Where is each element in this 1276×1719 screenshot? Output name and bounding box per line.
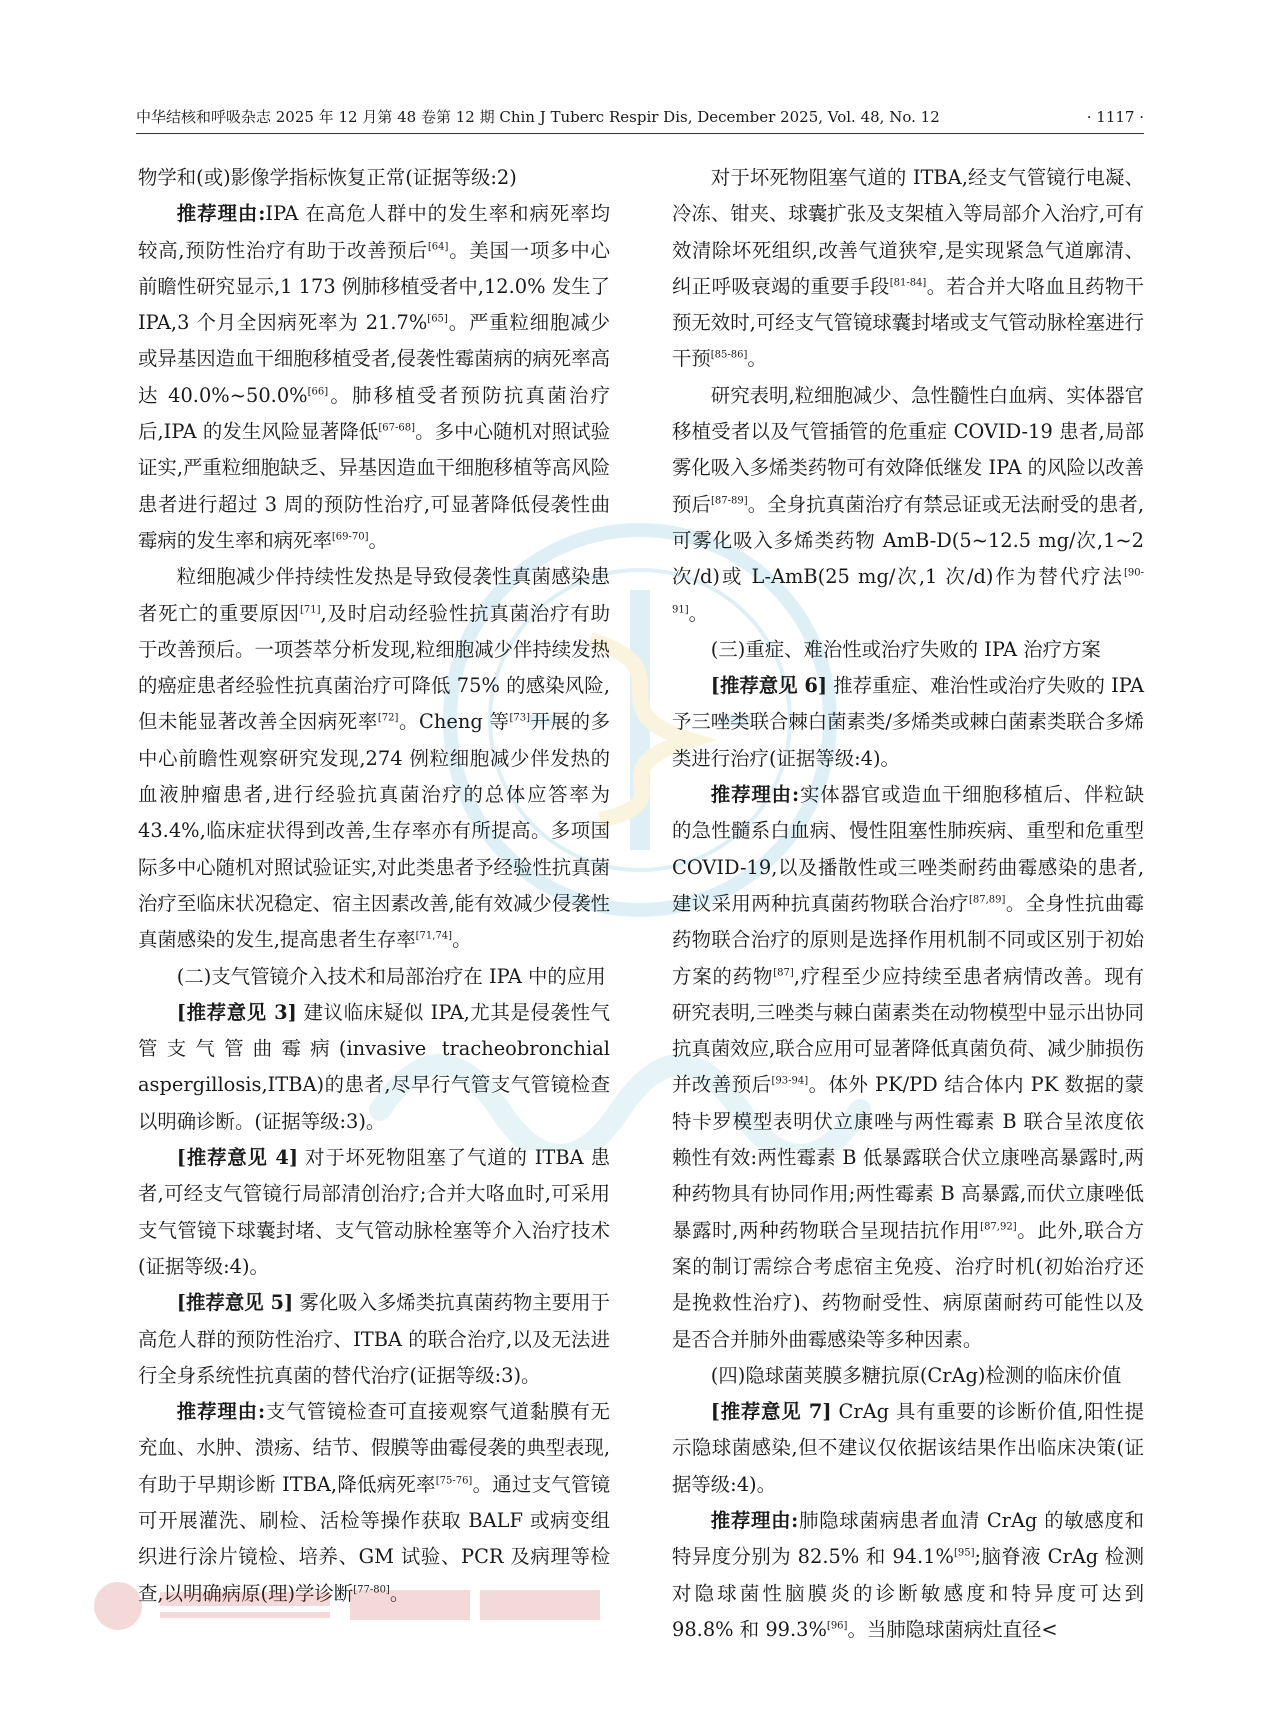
citation-ref: [87,89] — [968, 894, 1006, 906]
paragraph-text: (四)隐球菌荚膜多糖抗原(CrAg)检测的临床价值 — [710, 1363, 1122, 1387]
header-rule — [136, 133, 1144, 134]
recommendation-paragraph — [672, 668, 1144, 777]
rationale-paragraph — [672, 1503, 1144, 1648]
paragraph-text: 开展的多中心前瞻性观察研究发现,274 例粒细胞减少伴发热的血液肿瘤患者,进行经验抗真菌治疗的总体应答率为 43.4%,临床症状得到改善,生存率亦有所提高。多项国际多中心随机对照试验证实,对此类患者予经验性抗真菌治疗至临床状况稳定、宿主因素改善,能有效减少侵袭性真菌感染的发生,提高患者生存率 — [138, 710, 610, 952]
paragraph-text: 。 — [688, 601, 709, 625]
citation-ref: [77-80] — [353, 1584, 390, 1596]
bold-label: 推荐理由: — [710, 783, 800, 807]
paragraph-text: 肺隐球菌病患者血清 CrAg 的敏感度和特异度分别为 82.5% 和 94.1% — [672, 1508, 1144, 1569]
body-paragraph — [672, 378, 1144, 632]
citation-ref: [90-91] — [672, 567, 1144, 616]
citation-ref: [81-84] — [889, 277, 927, 289]
recommendation-paragraph — [138, 995, 610, 1140]
citation-ref: [67-68] — [378, 422, 415, 434]
recommendation-paragraph — [672, 1394, 1144, 1503]
paragraph-text: 。 — [368, 528, 388, 552]
section-heading — [672, 632, 1144, 668]
citation-ref: [64] — [427, 241, 449, 253]
bold-label: [推荐意见 5] — [176, 1291, 294, 1315]
paragraph-text: (三)重症、难治性或治疗失败的 IPA 治疗方案 — [710, 637, 1101, 661]
paragraph-text: 。美国一项多中心前瞻性研究显示,1 173 例肺移植受者中,12.0% 发生了 IPA,3 个月全因病死率为 21.7% — [138, 238, 611, 335]
paragraph-text: 雾化吸入多烯类抗真菌药物主要用于高危人群的预防性治疗、ITBA 的联合治疗,以及无法进行全身系统性抗真菌的替代治疗(证据等级:3)。 — [138, 1291, 610, 1387]
bold-label: 推荐理由: — [710, 1508, 799, 1532]
rationale-paragraph — [138, 196, 610, 559]
body-paragraph — [138, 559, 610, 958]
running-header — [136, 104, 1144, 130]
bold-label: [推荐意见 4] — [176, 1146, 299, 1170]
rationale-paragraph — [672, 777, 1144, 1358]
paragraph-text: 。严重粒细胞减少或异基因造血干细胞移植受者,侵袭性霉菌病的病死率高达 40.0%~50.0% — [138, 311, 611, 407]
paragraph-text: 粒细胞减少伴持续性发热是导致侵袭性真菌感染患者死亡的重要原因 — [138, 565, 610, 625]
citation-ref: [95] — [953, 1547, 975, 1559]
paragraph-text: (二)支气管镜介入技术和局部治疗在 IPA 中的应用 — [176, 964, 606, 988]
header-page-number: · 1117 · — [1086, 108, 1144, 126]
citation-ref: [93-94] — [771, 1075, 809, 1087]
citation-ref: [69-70] — [331, 531, 369, 543]
paragraph-text: 对于坏死物阻塞气道的 ITBA,经支气管镜行电凝、冷冻、钳夹、球囊扩张及支架植入等局部介入治疗,可有效清除坏死组织,改善气道狭窄,是实现紧急气道廓清、纠正呼吸衰竭的重要手段 — [672, 166, 1144, 298]
right-column — [672, 160, 1144, 1648]
header-journal-info: 中华结核和呼吸杂志 2025 年 12 月第 48 卷第 12 期 Chin J Tuberc Respir Dis, December 2025, Vol. 48, No. 12 — [136, 108, 940, 126]
paragraph-text: 对于坏死物阻塞了气道的 ITBA 患者,可经支气管镜行局部清创治疗;合并大咯血时,可采用支气管镜下球囊封堵、支气管动脉栓塞等介入治疗技术(证据等级:4)。 — [138, 1146, 611, 1278]
body-paragraph — [672, 160, 1144, 378]
citation-ref: [71,74] — [415, 930, 453, 942]
bold-label: [推荐意见 6] — [710, 674, 828, 698]
paragraph-text: ,疗程至少应持续至患者病情改善。现有研究表明,三唑类与棘白菌素类在动物模型中显示出协同抗真菌效应,联合应用可显著降低真菌负荷、减少肺损伤并改善预后 — [672, 964, 1145, 1097]
citation-ref: [65] — [427, 313, 448, 325]
paragraph-text: 。肺移植受者预防抗真菌治疗后,IPA 的发生风险显著降低 — [138, 383, 610, 444]
citation-ref: [87-89] — [711, 495, 748, 507]
recommendation-paragraph — [138, 1285, 610, 1394]
paragraph-text: 。多中心随机对照试验证实,严重粒细胞缺乏、异基因造血干细胞移植等高风险患者进行超过 3 周的预防性治疗,可显著降低侵袭性曲霉病的发生率和病死率 — [138, 420, 610, 552]
citation-ref: [87] — [773, 967, 794, 979]
paragraph-text: 。通过支气管镜可开展灌洗、刷检、活检等操作获取 BALF 或病变组织进行涂片镜检、培养、GM 试验、PCR 及病理等检查,以明确病原(理)学诊断 — [138, 1472, 610, 1605]
citation-ref: [85-86] — [710, 350, 748, 362]
paragraph-text: 。若合并大咯血且药物干预无效时,可经支气管镜球囊封堵或支气管动脉栓塞进行干预 — [672, 274, 1145, 371]
citation-ref: [75-76] — [435, 1475, 473, 1487]
section-heading — [672, 1358, 1144, 1394]
recommendation-paragraph — [138, 1140, 610, 1285]
paragraph-text: 。 — [389, 1581, 410, 1605]
paragraph-text: 。 — [747, 347, 767, 371]
citation-ref: [87,92] — [980, 1221, 1017, 1233]
paragraph-continuation — [138, 160, 610, 196]
bold-label: 推荐理由: — [176, 1400, 266, 1424]
paragraph-text: ,及时启动经验性抗真菌治疗有助于改善预后。一项荟萃分析发现,粒细胞减少伴持续发热的癌症患者经验性抗真菌治疗可降低 75% 的感染风险,但未能显著改善全因病死率 — [138, 601, 611, 734]
paragraph-text: 物学和(或)影像学指标恢复正常(证据等级:2) — [138, 166, 517, 189]
citation-ref: [73] — [509, 712, 531, 724]
citation-ref: [71] — [299, 604, 321, 616]
paragraph-text: 。体外 PK/PD 结合体内 PK 数据的蒙特卡罗模型表明伏立康唑与两性霉素 B 联合呈浓度依赖性有效:两性霉素 B 低暴露联合伏立康唑高暴露时,两种药物具有协同作用;两性霉素 B 高暴露,而伏立康唑低暴露时,两种药物联合呈现拮抗作用 — [672, 1073, 1144, 1242]
paragraph-text: 。此外,联合方案的制订需综合考虑宿主免疫、治疗时机(初始治疗还是挽救性治疗)、药物耐受性、病原菌耐药可能性以及是否合并肺外曲霉感染等多种因素。 — [672, 1218, 1144, 1351]
paragraph-text: 研究表明,粒细胞减少、急性髓性白血病、实体器官移植受者以及气管插管的危重症 COVID-19 患者,局部雾化吸入多烯类药物可有效降低继发 IPA 的风险以改善预后 — [672, 383, 1144, 516]
section-heading — [138, 959, 610, 995]
bold-label: [推荐意见 3] — [176, 1000, 297, 1024]
paragraph-text: IPA 在高危人群中的发生率和病死率均较高,预防性治疗有助于改善预后 — [138, 202, 610, 262]
paragraph-text: 实体器官或造血干细胞移植后、伴粒缺的急性髓系白血病、慢性阻塞性肺疾病、重型和危重型 COVID-19,以及播散性或三唑类耐药曲霉感染的患者,建议采用两种抗真菌药物联合治疗 — [672, 783, 1144, 915]
bold-label: [推荐意见 7] — [710, 1400, 832, 1424]
paragraph-text: 建议临床疑似 IPA,尤其是侵袭性气管支气管曲霉病(invasive tracheobronchial aspergillosis,ITBA)的患者,尽早行气管支气管镜检查以明确诊断。(证据等级:3)。 — [138, 1000, 611, 1133]
citation-ref: [96] — [826, 1620, 848, 1632]
left-column — [138, 160, 610, 1612]
paragraph-text: 。Cheng 等 — [398, 710, 510, 734]
paragraph-text: 。当肺隐球菌病灶直径< — [847, 1617, 1058, 1641]
paragraph-text: CrAg 具有重要的诊断价值,阳性提示隐球菌感染,但不建议仅依据该结果作出临床决策(证据等级:4)。 — [672, 1400, 1145, 1496]
citation-ref: [66] — [307, 386, 329, 398]
paragraph-text: 。全身性抗曲霉药物联合治疗的原则是选择作用机制不同或区别于初始方案的药物 — [672, 891, 1145, 988]
bold-label: 推荐理由: — [176, 202, 266, 226]
paragraph-text: ;脑脊液 CrAg 检测对隐球菌性脑膜炎的诊断敏感度和特异度可达到 98.8% 和 99.3% — [672, 1545, 1144, 1641]
paragraph-text: 。全身抗真菌治疗有禁忌证或无法耐受的患者,可雾化吸入多烯类药物 AmB-D(5~12.5 mg/次,1~2次/d)或 L-AmB(25 mg/次,1 次/d)作为替代疗法 — [672, 492, 1144, 589]
citation-ref: [72] — [377, 712, 399, 724]
rationale-paragraph — [138, 1394, 610, 1612]
paragraph-text: 推荐重症、难治性或治疗失败的 IPA 予三唑类联合棘白菌素类/多烯类或棘白菌素类联合多烯类进行治疗(证据等级:4)。 — [672, 674, 1144, 770]
paragraph-text: 。 — [452, 928, 472, 952]
paragraph-text: 支气管镜检查可直接观察气道黏膜有无充血、水肿、溃疡、结节、假膜等曲霉侵袭的典型表现,有助于早期诊断 ITBA,降低病死率 — [138, 1400, 610, 1496]
